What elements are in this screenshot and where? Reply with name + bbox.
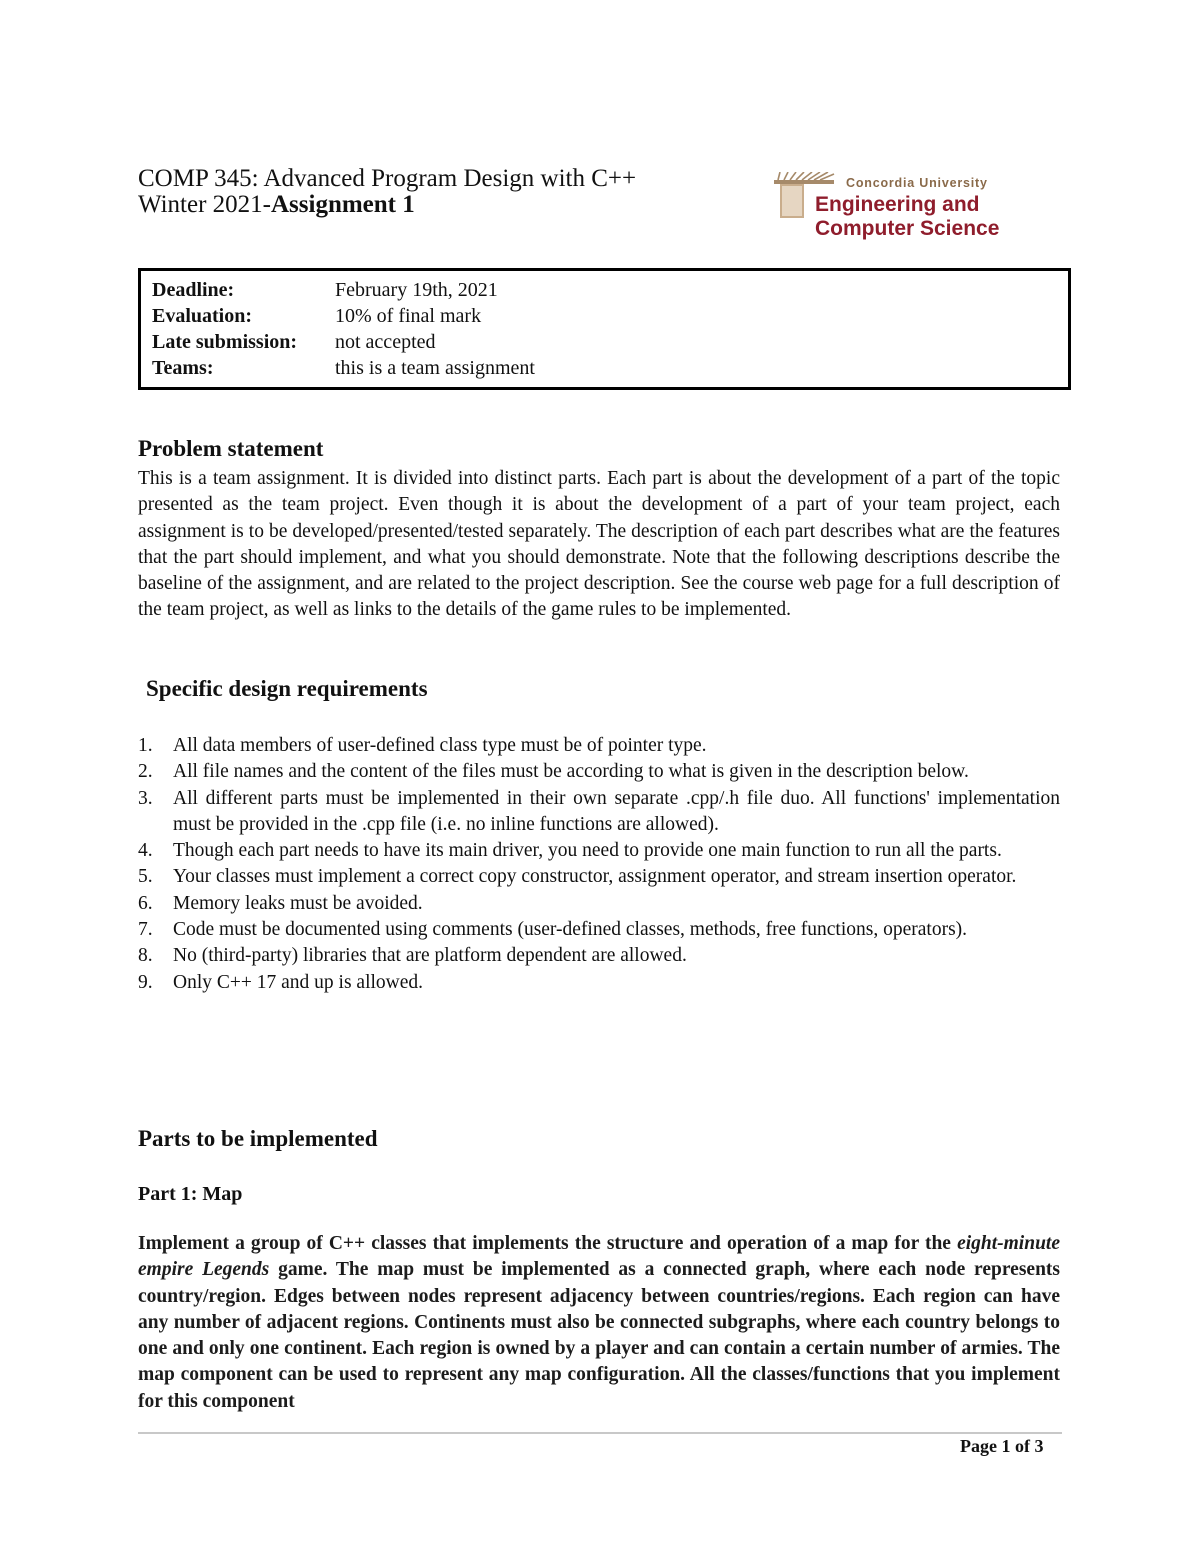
list-text: All file names and the content of the files must be according to what is given in the description below. [173, 761, 969, 783]
info-value: 10% of final mark [335, 305, 482, 327]
list-number: 2. [138, 761, 153, 783]
list-item [138, 786, 1060, 839]
design-requirements-heading: Specific design requirements [146, 676, 428, 701]
list-number: 7. [138, 919, 153, 941]
list-item [138, 917, 1060, 943]
list-text: All different parts must be implemented in their own separate .cpp/.h file duo. All functions' implementation must be provided in the .cpp file (i.e. no inline functions are allowed). [173, 787, 1060, 835]
assignment-label: Assignment 1 [270, 191, 415, 218]
course-title: COMP 345: Advanced Program Design with C++ [138, 165, 637, 192]
list-item [138, 891, 1060, 917]
info-row-evaluation [152, 303, 1068, 329]
info-key: Evaluation: [152, 305, 253, 327]
list-number: 3. [138, 787, 153, 809]
list-item [138, 864, 1060, 890]
list-text: No (third-party) libraries that are platform dependent are allowed. [173, 945, 687, 967]
list-item [138, 759, 1060, 785]
info-value: this is a team assignment [335, 357, 535, 379]
term-label: Winter 2021- [138, 191, 271, 218]
list-number: 1. [138, 735, 153, 756]
info-key: Teams: [152, 357, 214, 379]
footer-divider [138, 1432, 1062, 1434]
part1-text-b: game. The map must be implemented as a connected graph, where each node represents country/region. Edges between nodes represent adjacency between countries/regions. Each region can have any number of adjacent regions. Continents must also be connected subgraphs, where each country belongs to one and only one continent. Each region is owned by a player and can contain a certain number of armies. The map component can be used to represent any map configuration. All the classes/functions that you implement for this component [138, 1259, 1060, 1412]
part1-text [138, 1231, 1060, 1415]
list-text: Though each part needs to have its main driver, you need to provide one main function to run all the parts. [173, 840, 1002, 862]
problem-statement-text: This is a team assignment. It is divided into distinct parts. Each part is about the development of a part of the topic presented as the team project. Even though it is about the development of a part of your team project, each assignment is to be developed/presented/tested separately. The description of each part describes what are the features that the part should implement, and what you should demonstrate. Note that the following descriptions describe the baseline of the assignment, and are related to the project description. See the course web page for a full description of the team project, as well as links to the details of the game rules to be implemented. [138, 468, 1060, 621]
list-text: Your classes must implement a correct copy constructor, assignment operator, and stream insertion operator. [173, 866, 1017, 888]
info-key: Deadline: [152, 279, 235, 301]
list-number: 4. [138, 840, 153, 862]
game-name: eight-minute empire Legends [138, 1233, 1060, 1281]
faculty-name-line1: Engineering and [815, 193, 980, 216]
list-number: 9. [138, 971, 153, 993]
document-title-block [138, 166, 636, 218]
page-number: Page 1 of 3 [960, 1436, 1044, 1456]
list-number: 6. [138, 892, 153, 914]
list-number: 5. [138, 866, 153, 888]
info-row-late-submission [152, 329, 1068, 355]
info-value: February 19th, 2021 [335, 279, 498, 301]
list-item [138, 733, 1060, 759]
parts-heading: Parts to be implemented [138, 1126, 378, 1151]
list-text: Code must be documented using comments (user-defined classes, methods, free functions, operators). [173, 919, 968, 941]
problem-statement-heading: Problem statement [138, 436, 324, 461]
assignment-info-box [138, 268, 1071, 390]
info-row-deadline [152, 277, 1068, 303]
info-key: Late submission: [152, 331, 298, 353]
list-item [138, 838, 1060, 864]
faculty-name-line2: Computer Science [815, 217, 1000, 240]
assignment-title [138, 192, 636, 218]
list-text: Only C++ 17 and up is allowed. [173, 971, 424, 993]
part1-text-a: Implement a group of C++ classes that implements the structure and operation of a map for the [138, 1233, 958, 1254]
concordia-logo [772, 172, 1072, 242]
list-item [138, 970, 1060, 996]
list-item [138, 943, 1060, 969]
list-number: 8. [138, 945, 153, 967]
design-requirements-list [138, 733, 1060, 996]
list-text: All data members of user-defined class type must be of pointer type. [173, 735, 707, 756]
university-name: Concordia University [846, 176, 988, 190]
list-text: Memory leaks must be avoided. [173, 892, 423, 914]
info-value: not accepted [335, 331, 436, 353]
info-row-teams [152, 355, 1068, 381]
part1-heading: Part 1: Map [138, 1183, 243, 1205]
